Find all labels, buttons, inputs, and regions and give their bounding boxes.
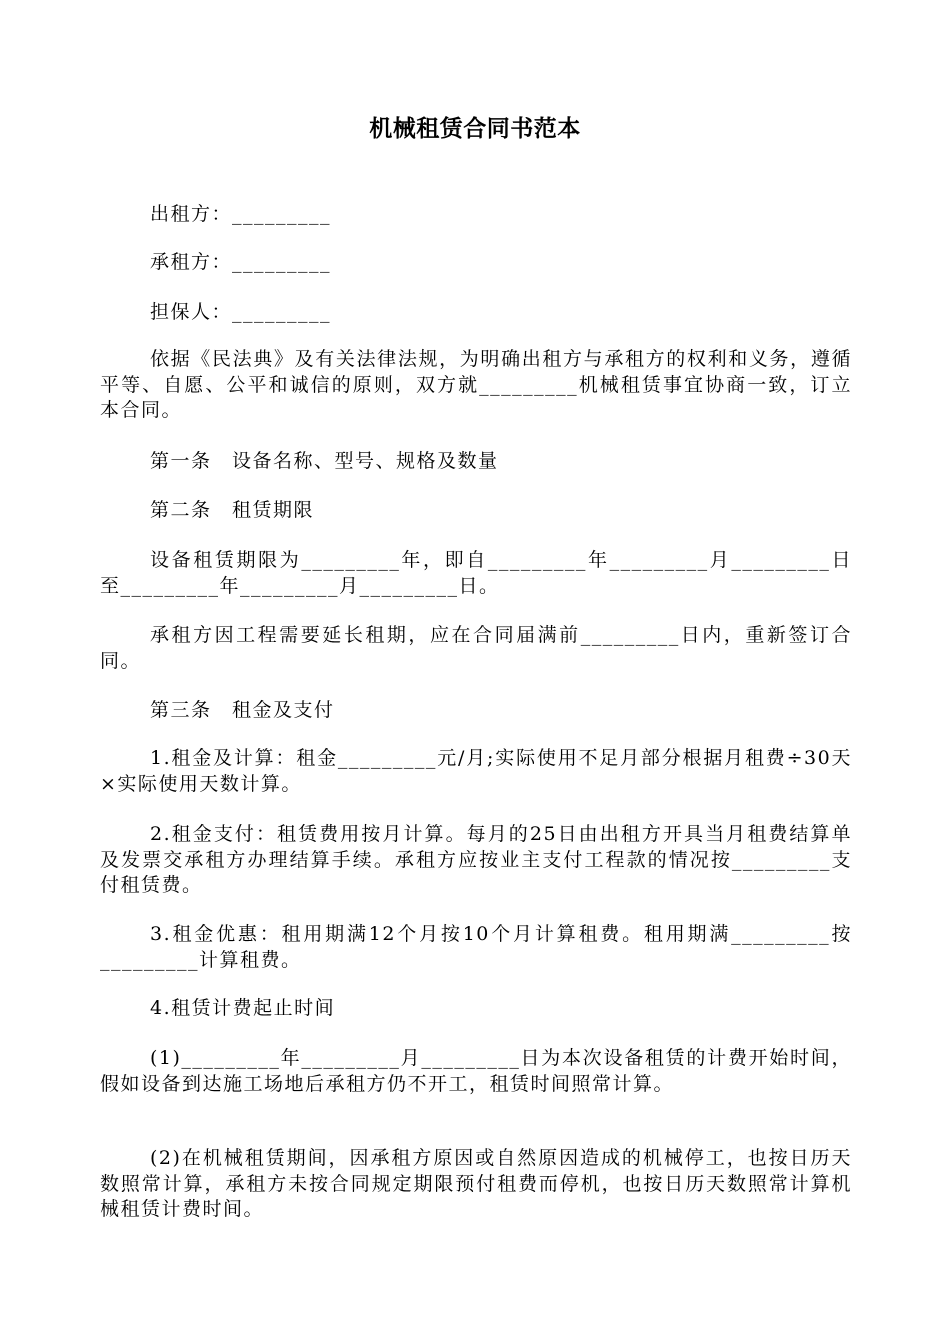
lease-term-paragraph: 设备租赁期限为_________年，即自_________年_________月_________日至_________年_________月_________日。 — [100, 549, 852, 597]
intro-paragraph: 依据《民法典》及有关法律法规，为明确出租方与承租方的权利和义务，遵循平等、自愿、公平和诚信的原则，双方就_________机械租赁事宜协商一致，订立本合同。 — [100, 348, 852, 421]
rent-payment-paragraph: 2.租金支付：租赁费用按月计算。每月的25日由出租方开具当月租费结算单及发票交承租方办理结算手续。承租方应按业主支付工程款的情况按_________支付租赁费。 — [100, 823, 852, 896]
billing-downtime-paragraph: (2)在机械租赁期间，因承租方原因或自然原因造成的机械停工，也按日历天数照常计算，承租方未按合同规定期限预付租费而停机，也按日历天数照常计算机械租赁计费时间。 — [100, 1147, 852, 1220]
document-title: 机械租赁合同书范本 — [369, 116, 581, 142]
lessor-field: 出租方：_________ — [150, 203, 332, 225]
lessee-field: 承租方：_________ — [150, 251, 332, 273]
billing-start-paragraph: (1)_________年_________月_________日为本次设备租赁的计费开始时间，假如设备到达施工场地后承租方仍不开工，租赁时间照常计算。 — [100, 1047, 852, 1095]
extension-paragraph: 承租方因工程需要延长租期，应在合同届满前_________日内，重新签订合同。 — [100, 624, 852, 672]
guarantor-field: 担保人：_________ — [150, 301, 332, 323]
article-1-heading: 第一条 设备名称、型号、规格及数量 — [150, 450, 499, 472]
article-2-heading: 第二条 租赁期限 — [150, 499, 315, 521]
article-3-heading: 第三条 租金及支付 — [150, 699, 335, 721]
rent-discount-paragraph: 3.租金优惠：租用期满12个月按10个月计算租费。租用期满_________按_________计算租费。 — [100, 923, 852, 971]
billing-period-heading: 4.租赁计费起止时间 — [150, 997, 336, 1019]
rent-calculation-paragraph: 1.租金及计算：租金_________元/月;实际使用不足月部分根据月租费÷30天×实际使用天数计算。 — [100, 747, 852, 795]
